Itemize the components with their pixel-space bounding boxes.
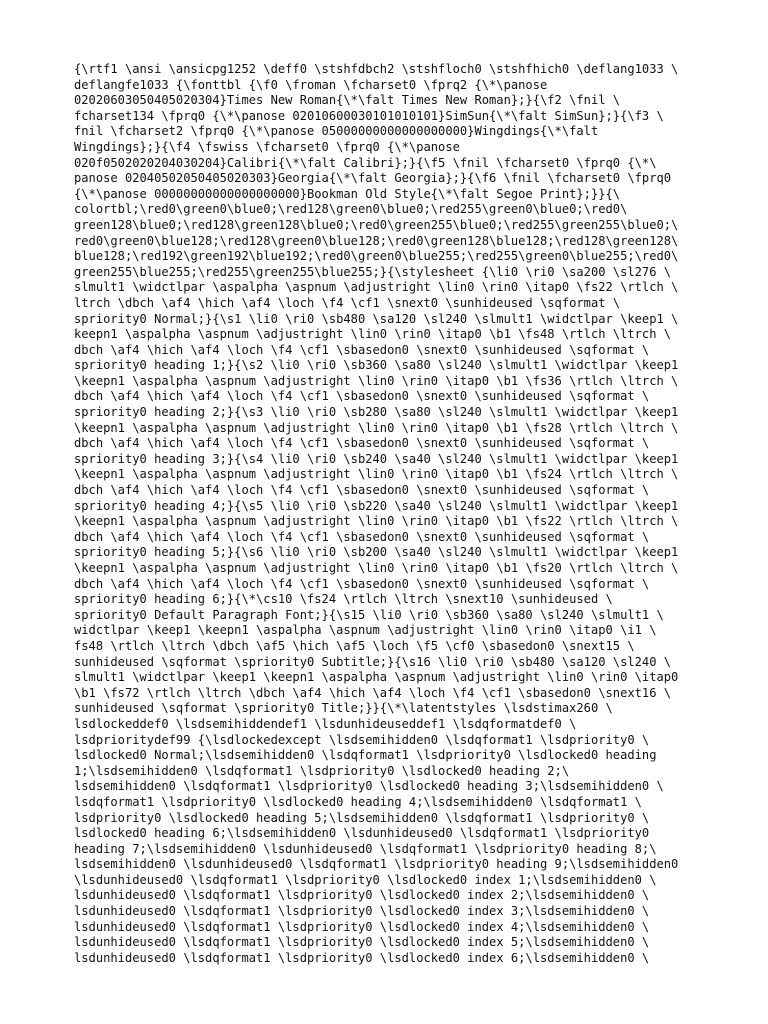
text-line: deflangfe1033 {\fonttbl {\f0 \froman \fcharset0 \fprq2 {\*\panose	[74, 77, 548, 92]
text-line: spriority0 heading 3;}{\s4 \li0 \ri0 \sb240 \sa40 \sl240 \slmult1 \widctlpar \keep1	[74, 451, 679, 466]
text-line: dbch \af4 \hich \af4 \loch \f4 \cf1 \sbasedon0 \snext0 \sunhideused \sqformat \	[74, 436, 650, 451]
text-line: 020f0502020204030204}Calibri{\*\falt Calibri};}{\f5 \fnil \fcharset0 \fprq0 {\*\	[74, 155, 657, 170]
text-line: lsdsemihidden0 \lsdqformat1 \lsdpriority0 \lsdlocked0 heading 3;\lsdsemihidden0 \	[74, 779, 664, 794]
text-line: lsdsemihidden0 \lsdunhideused0 \lsdqformat1 \lsdpriority0 heading 9;\lsdsemihidden0	[74, 857, 679, 872]
text-line: \keepn1 \aspalpha \aspnum \adjustright \lin0 \rin0 \itap0 \b1 \fs22 \rtlch \ltrch \	[74, 514, 679, 529]
document-page	[74, 62, 714, 966]
text-line: lsdunhideused0 \lsdqformat1 \lsdpriority0 \lsdlocked0 index 6;\lsdsemihidden0 \	[74, 950, 650, 965]
text-line: lsdunhideused0 \lsdqformat1 \lsdpriority0 \lsdlocked0 index 5;\lsdsemihidden0 \	[74, 935, 650, 950]
text-line: spriority0 heading 4;}{\s5 \li0 \ri0 \sb220 \sa40 \sl240 \slmult1 \widctlpar \keep1	[74, 498, 679, 513]
text-line: lsdlockeddef0 \lsdsemihiddendef1 \lsdunhideuseddef1 \lsdqformatdef0 \	[74, 716, 577, 731]
text-line: \keepn1 \aspalpha \aspnum \adjustright \lin0 \rin0 \itap0 \b1 \fs28 \rtlch \ltrch \	[74, 420, 679, 435]
text-line: green255\blue255;\red255\green255\blue255;}{\stylesheet {\li0 \ri0 \sa200 \sl276 \	[74, 264, 672, 279]
text-line: dbch \af4 \hich \af4 \loch \f4 \cf1 \sbasedon0 \snext0 \sunhideused \sqformat \	[74, 529, 650, 544]
text-line: lsdpriority0 \lsdlocked0 heading 5;\lsdsemihidden0 \lsdqformat1 \lsdpriority0 \	[74, 810, 650, 825]
text-line: blue128;\red192\green192\blue192;\red0\green0\blue255;\red255\green0\blue255;\red0\	[74, 249, 679, 264]
text-line: \keepn1 \aspalpha \aspnum \adjustright \lin0 \rin0 \itap0 \b1 \fs36 \rtlch \ltrch \	[74, 373, 679, 388]
text-line: \b1 \fs72 \rtlch \ltrch \dbch \af4 \hich \af4 \loch \f4 \cf1 \sbasedon0 \snext16 \	[74, 685, 672, 700]
text-line: dbch \af4 \hich \af4 \loch \f4 \cf1 \sbasedon0 \snext0 \sunhideused \sqformat \	[74, 483, 650, 498]
text-line: dbch \af4 \hich \af4 \loch \f4 \cf1 \sbasedon0 \snext0 \sunhideused \sqformat \	[74, 389, 650, 404]
text-line: spriority0 heading 5;}{\s6 \li0 \ri0 \sb200 \sa40 \sl240 \slmult1 \widctlpar \keep1	[74, 545, 679, 560]
text-line: slmult1 \widctlpar \keep1 \keepn1 \aspalpha \aspnum \adjustright \lin0 \rin0 \itap0	[74, 670, 679, 685]
text-line: slmult1 \widctlpar \aspalpha \aspnum \adjustright \lin0 \rin0 \itap0 \fs22 \rtlch \	[74, 280, 679, 295]
text-line: lsdlocked0 heading 6;\lsdsemihidden0 \lsdunhideused0 \lsdqformat1 \lsdpriority0	[74, 826, 650, 841]
text-line: lsdunhideused0 \lsdqformat1 \lsdpriority0 \lsdlocked0 index 2;\lsdsemihidden0 \	[74, 888, 650, 903]
text-line: fcharset134 \fprq0 {\*\panose 02010600030101010101}SimSun{\*\falt SimSun};}{\f3 \	[74, 108, 664, 123]
text-line: colortbl;\red0\green0\blue0;\red128\green0\blue0;\red255\green0\blue0;\red0\	[74, 202, 628, 217]
text-line: heading 7;\lsdsemihidden0 \lsdunhideused0 \lsdqformat1 \lsdpriority0 heading 8;\	[74, 841, 657, 856]
text-line: lsdqformat1 \lsdpriority0 \lsdlocked0 heading 4;\lsdsemihidden0 \lsdqformat1 \	[74, 794, 642, 809]
text-line: \lsdunhideused0 \lsdqformat1 \lsdpriority0 \lsdlocked0 index 1;\lsdsemihidden0 \	[74, 872, 657, 887]
text-line: {\*\panose 00000000000000000000}Bookman Old Style{\*\falt Segoe Print};}}{\	[74, 186, 621, 201]
text-line: panose 02040502050405020303}Georgia{\*\falt Georgia};}{\f6 \fnil \fcharset0 \fprq0	[74, 171, 672, 186]
text-line: Wingdings};}{\f4 \fswiss \fcharset0 \fprq0 {\*\panose	[74, 139, 460, 154]
text-line: red0\green0\blue128;\red128\green0\blue128;\red0\green128\blue128;\red128\green128\	[74, 233, 679, 248]
text-line: lsdunhideused0 \lsdqformat1 \lsdpriority0 \lsdlocked0 index 3;\lsdsemihidden0 \	[74, 904, 650, 919]
text-line: dbch \af4 \hich \af4 \loch \f4 \cf1 \sbasedon0 \snext0 \sunhideused \sqformat \	[74, 576, 650, 591]
text-line: spriority0 heading 6;}{\*\cs10 \fs24 \rtlch \ltrch \snext10 \sunhideused \	[74, 592, 613, 607]
text-line: \keepn1 \aspalpha \aspnum \adjustright \lin0 \rin0 \itap0 \b1 \fs20 \rtlch \ltrch \	[74, 561, 679, 575]
text-line: \keepn1 \aspalpha \aspnum \adjustright \lin0 \rin0 \itap0 \b1 \fs24 \rtlch \ltrch \	[74, 467, 679, 482]
text-line: widctlpar \keep1 \keepn1 \aspalpha \aspnum \adjustright \lin0 \rin0 \itap0 \i1 \	[74, 623, 657, 638]
text-line: sunhideused \sqformat \spriority0 Subtitle;}{\s16 \li0 \ri0 \sb480 \sa120 \sl240 \	[74, 654, 672, 669]
text-line: {\rtf1 \ansi \ansicpg1252 \deff0 \stshfdbch2 \stshfloch0 \stshfhich0 \deflang1033 \	[74, 62, 679, 76]
text-line: ltrch \dbch \af4 \hich \af4 \loch \f4 \cf1 \snext0 \sunhideused \sqformat \	[74, 295, 621, 310]
text-line: 02020603050405020304}Times New Roman{\*\falt Times New Roman};}{\f2 \fnil \	[74, 93, 621, 108]
text-line: sunhideused \sqformat \spriority0 Title;}}{\*\latentstyles \lsdstimax260 \	[74, 701, 613, 716]
text-line: fs48 \rtlch \ltrch \dbch \af5 \hich \af5 \loch \f5 \cf0 \sbasedon0 \snext15 \	[74, 638, 635, 653]
text-line: lsdprioritydef99 {\lsdlockedexcept \lsdsemihidden0 \lsdqformat1 \lsdpriority0 \	[74, 732, 650, 747]
text-line: fnil \fcharset2 \fprq0 {\*\panose 05000000000000000000}Wingdings{\*\falt	[74, 124, 599, 139]
text-line: spriority0 Normal;}{\s1 \li0 \ri0 \sb480 \sa120 \sl240 \slmult1 \widctlpar \keep1 \	[74, 311, 679, 326]
text-line: 1;\lsdsemihidden0 \lsdqformat1 \lsdpriority0 \lsdlocked0 heading 2;\	[74, 763, 570, 778]
text-line: spriority0 heading 2;}{\s3 \li0 \ri0 \sb280 \sa80 \sl240 \slmult1 \widctlpar \keep1	[74, 405, 679, 420]
text-line: dbch \af4 \hich \af4 \loch \f4 \cf1 \sbasedon0 \snext0 \sunhideused \sqformat \	[74, 342, 650, 357]
text-line: spriority0 heading 1;}{\s2 \li0 \ri0 \sb360 \sa80 \sl240 \slmult1 \widctlpar \keep1	[74, 358, 679, 373]
text-line: green128\blue0;\red128\green128\blue0;\red0\green255\blue0;\red255\green255\blue0;\	[74, 217, 679, 232]
text-line: lsdlocked0 Normal;\lsdsemihidden0 \lsdqformat1 \lsdpriority0 \lsdlocked0 heading	[74, 748, 657, 763]
text-line: keepn1 \aspalpha \aspnum \adjustright \lin0 \rin0 \itap0 \b1 \fs48 \rtlch \ltrch \	[74, 327, 672, 342]
text-line: lsdunhideused0 \lsdqformat1 \lsdpriority0 \lsdlocked0 index 4;\lsdsemihidden0 \	[74, 919, 650, 934]
text-line: spriority0 Default Paragraph Font;}{\s15 \li0 \ri0 \sb360 \sa80 \sl240 \slmult1 \	[74, 607, 664, 622]
